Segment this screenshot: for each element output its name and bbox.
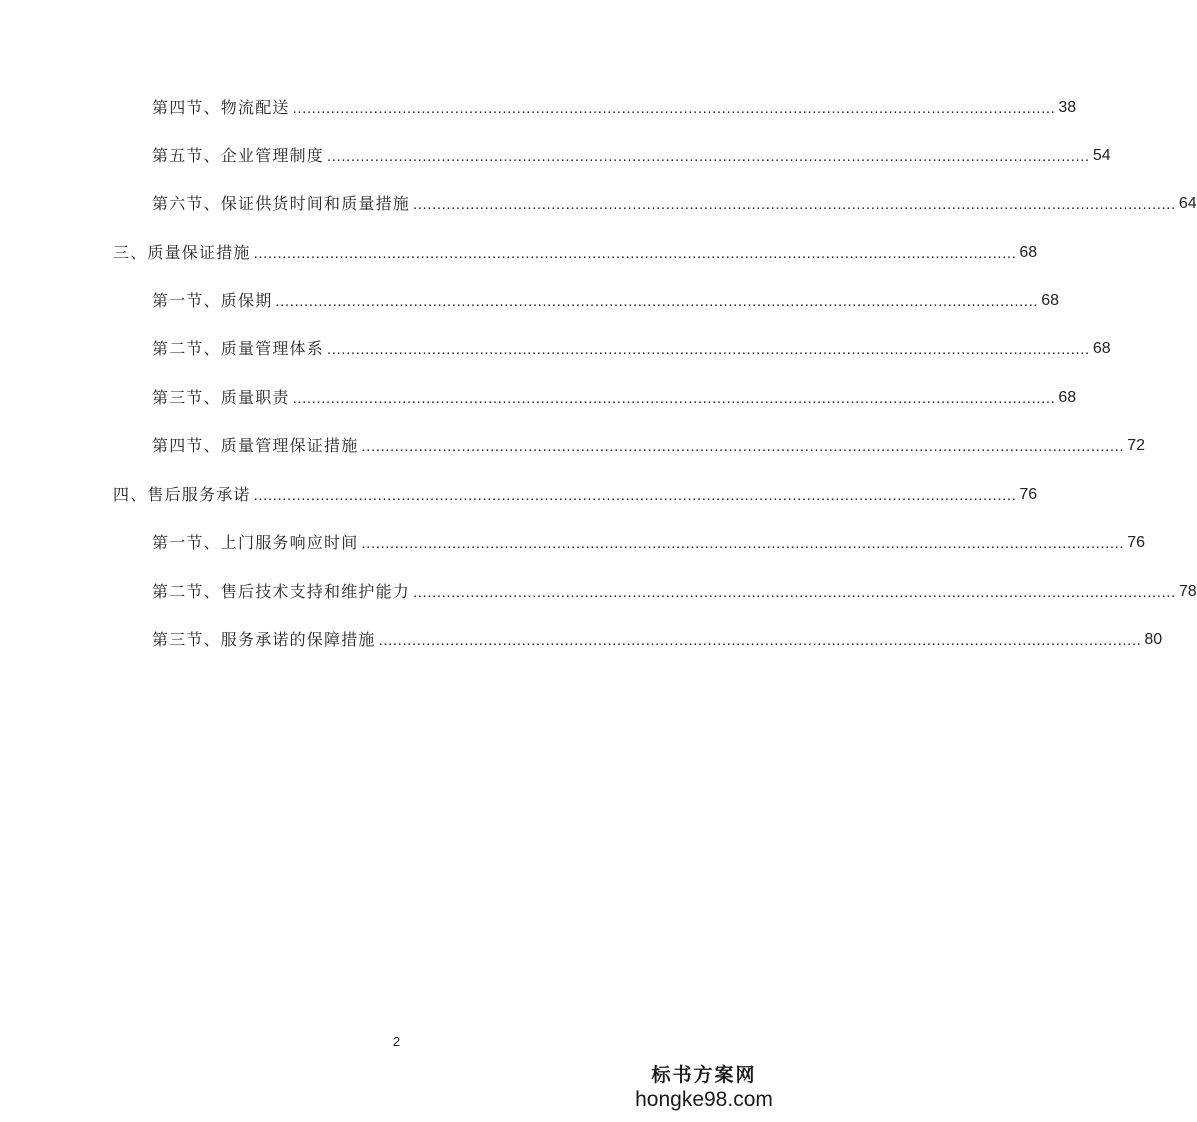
toc-entry[interactable] xyxy=(152,288,1059,312)
toc-entry-page: 72 xyxy=(1127,437,1145,454)
dot-leader: ................................................................................................................................................................ xyxy=(253,245,1017,262)
toc-entry-label: 第三节、服务承诺的保障措施 xyxy=(152,630,376,649)
toc-entry[interactable] xyxy=(152,336,1111,360)
toc-entry-page: 68 xyxy=(1092,340,1111,357)
dot-leader: ................................................................................................................................................................ xyxy=(292,390,1056,407)
toc-entry-label: 第四节、物流配送 xyxy=(152,98,290,117)
toc-chapter[interactable] xyxy=(113,240,1038,264)
toc-entry-label: 第五节、企业管理制度 xyxy=(152,146,325,165)
watermark-title: 标书方案网 xyxy=(651,1064,757,1086)
toc-entry-page: 64 xyxy=(1178,195,1197,212)
toc-entry-page: 38 xyxy=(1058,99,1077,116)
toc-entry[interactable] xyxy=(152,627,1163,651)
toc-chapter-page: 76 xyxy=(1019,486,1038,503)
dot-leader: ................................................................................................................................................................ xyxy=(327,341,1090,358)
toc-entry-page: 78 xyxy=(1178,583,1197,600)
toc-entry-label: 第三节、质量职责 xyxy=(152,388,290,407)
toc-entry[interactable] xyxy=(152,143,1111,167)
toc-entry-page: 54 xyxy=(1092,147,1111,164)
watermark-site: hongke98.com xyxy=(635,1088,773,1111)
dot-leader: ................................................................................................................................................................ xyxy=(327,148,1090,165)
dot-leader: ................................................................................................................................................................ xyxy=(253,487,1017,504)
toc-entry-label: 第六节、保证供货时间和质量措施 xyxy=(152,194,411,213)
toc-chapter-label: 售后服务承诺 xyxy=(147,485,251,504)
dot-leader: ................................................................................................................................................................ xyxy=(378,632,1142,649)
toc-chapter-page: 68 xyxy=(1019,244,1038,261)
toc-entry-label: 第二节、质量管理体系 xyxy=(152,339,325,358)
dot-leader: ................................................................................................................................................................ xyxy=(413,584,1176,601)
watermark xyxy=(629,1060,779,1112)
toc-entry-label: 第二节、售后技术支持和维护能力 xyxy=(152,582,411,601)
toc-entry[interactable] xyxy=(152,579,1197,603)
toc-entry[interactable] xyxy=(152,433,1145,457)
page-number: 2 xyxy=(392,1034,401,1049)
toc-entry[interactable] xyxy=(152,530,1145,554)
dot-leader: ................................................................................................................................................................ xyxy=(361,438,1125,455)
toc-entry-label: 第四节、质量管理保证措施 xyxy=(152,436,359,455)
toc-chapter-number: 四、 xyxy=(113,485,148,504)
toc-entry[interactable] xyxy=(152,385,1077,409)
toc-chapter-number: 三、 xyxy=(113,243,148,262)
toc-entry-page: 76 xyxy=(1127,534,1145,551)
toc-chapter-label: 质量保证措施 xyxy=(147,243,251,262)
dot-leader: ................................................................................................................................................................ xyxy=(361,535,1125,552)
toc-entry-label: 第一节、上门服务响应时间 xyxy=(152,533,359,552)
toc-entry-page: 80 xyxy=(1144,631,1163,648)
toc-entry[interactable] xyxy=(152,95,1077,119)
dot-leader: ................................................................................................................................................................ xyxy=(275,293,1039,310)
toc-entry-label: 第一节、质保期 xyxy=(152,291,273,310)
toc-entry[interactable] xyxy=(152,191,1197,215)
toc-entry-page: 68 xyxy=(1041,292,1059,309)
dot-leader: ................................................................................................................................................................ xyxy=(292,100,1056,117)
dot-leader: ................................................................................................................................................................ xyxy=(413,196,1176,213)
toc-entry-page: 68 xyxy=(1058,389,1077,406)
toc-chapter[interactable] xyxy=(113,482,1038,506)
